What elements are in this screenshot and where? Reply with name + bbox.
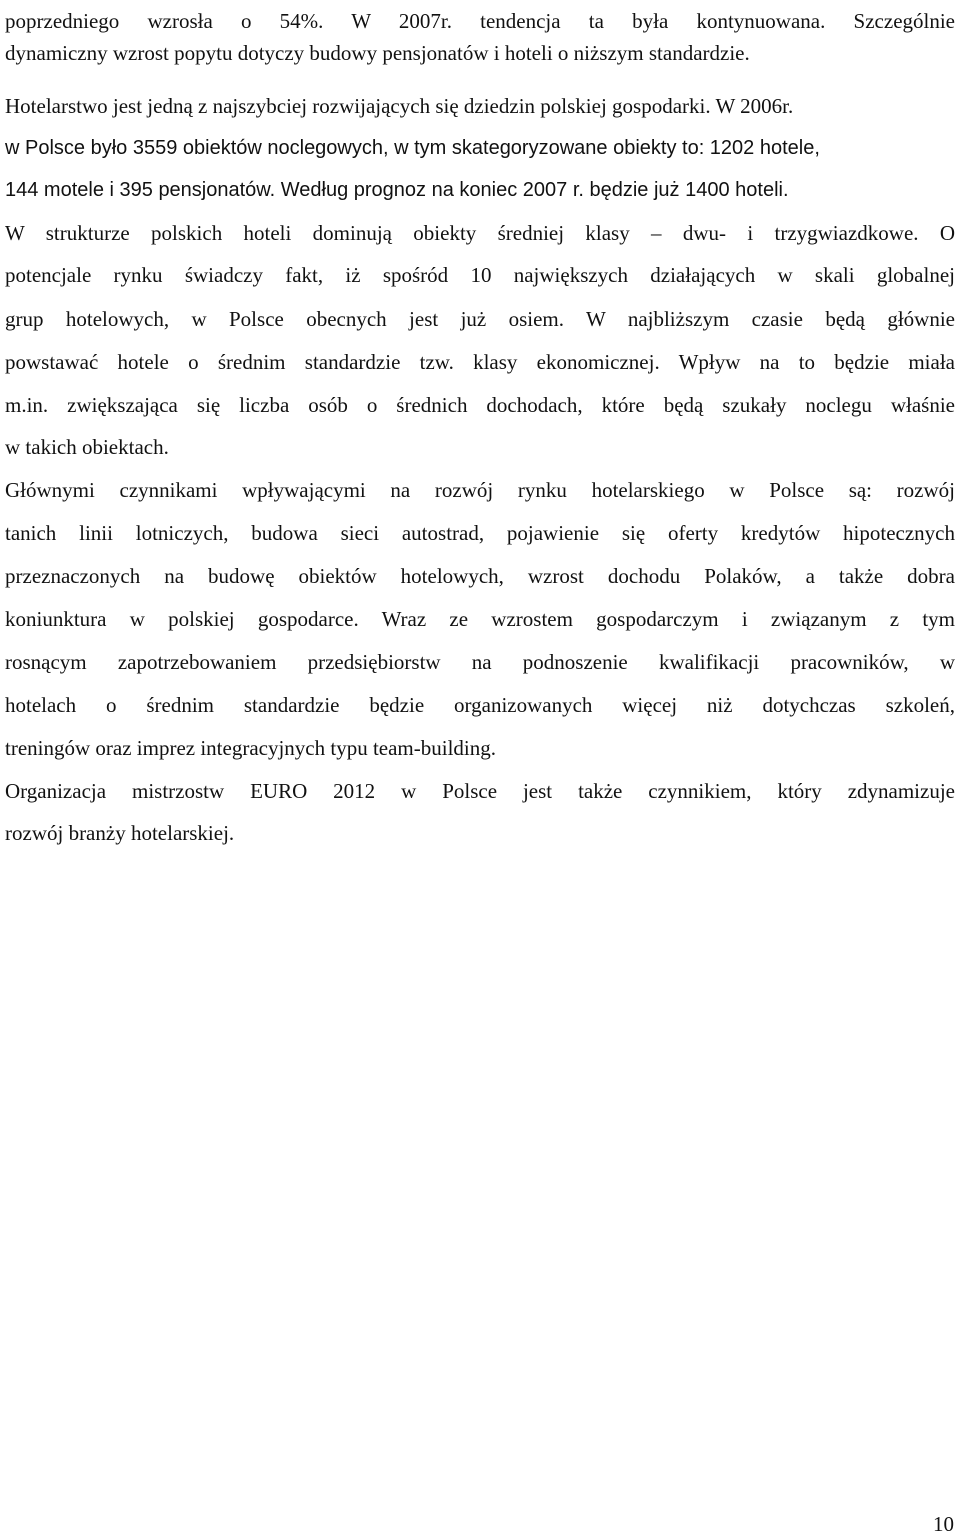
text-line: w takich obiektach. bbox=[5, 435, 169, 459]
text-line: tanich linii lotniczych, budowa sieci autostrad, pojawienie się oferty kredytów hipotecznych bbox=[5, 521, 955, 545]
text-line: 144 motele i 395 pensjonatów. Według prognoz na koniec 2007 r. będzie już 1400 hoteli. bbox=[5, 179, 789, 201]
text-line: Hotelarstwo jest jedną z najszybciej rozwijających się dziedzin polskiej gospodarki. W 2006r. bbox=[5, 94, 794, 118]
text-line: potencjale rynku świadczy fakt, iż spośród 10 największych działających w skali globalnej bbox=[5, 263, 955, 287]
text-line: Organizacja mistrzostw EURO 2012 w Polsce jest także czynnikiem, który zdynamizuje bbox=[5, 779, 955, 803]
page-number: 10 bbox=[933, 1512, 954, 1536]
text-line: dynamiczny wzrost popytu dotyczy budowy pensjonatów i hoteli o niższym standardzie. bbox=[5, 41, 750, 65]
text-line: powstawać hotele o średnim standardzie tzw. klasy ekonomicznej. Wpływ na to będzie miała bbox=[5, 350, 955, 374]
text-line: hotelach o średnim standardzie będzie organizowanych więcej niż dotychczas szkoleń, bbox=[5, 693, 955, 717]
text-line: rozwój branży hotelarskiej. bbox=[5, 821, 235, 845]
text-line: Głównymi czynnikami wpływającymi na rozwój rynku hotelarskiego w Polsce są: rozwój bbox=[5, 478, 955, 502]
text-line: treningów oraz imprez integracyjnych typu team-building. bbox=[5, 736, 497, 760]
text-line: W strukturze polskich hoteli dominują obiekty średniej klasy – dwu- i trzygwiazdkowe. O bbox=[5, 221, 955, 245]
text-line: w Polsce było 3559 obiektów noclegowych, w tym skategoryzowane obiekty to: 1202 hotele, bbox=[5, 137, 820, 159]
text-line: m.in. zwiększająca się liczba osób o średnich dochodach, które będą szukały noclegu właśnie bbox=[5, 393, 955, 417]
text-line: poprzedniego wzrosła o 54%. W 2007r. tendencja ta była kontynuowana. Szczególnie bbox=[5, 9, 955, 33]
text-line: rosnącym zapotrzebowaniem przedsiębiorstw na podnoszenie kwalifikacji pracowników, w bbox=[5, 650, 955, 674]
text-line: koniunktura w polskiej gospodarce. Wraz ze wzrostem gospodarczym i związanym z tym bbox=[5, 607, 955, 631]
text-line: grup hotelowych, w Polsce obecnych jest już osiem. W najbliższym czasie będą głównie bbox=[5, 307, 955, 331]
text-line: przeznaczonych na budowę obiektów hotelowych, wzrost dochodu Polaków, a także dobra bbox=[5, 564, 955, 588]
